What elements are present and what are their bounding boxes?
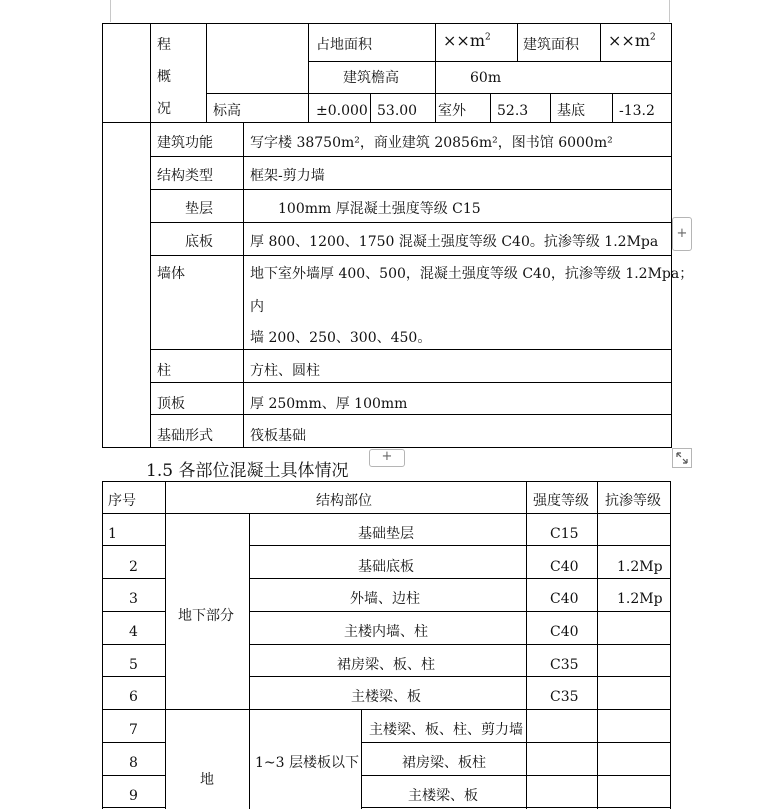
struct-value-cushion: 100mm 厚混凝土强度等级 C15 (278, 201, 481, 217)
base-value: -13.2 (619, 103, 655, 119)
row-part: 裙房梁、板、柱 (337, 657, 435, 673)
side-char-2: 概 (157, 69, 171, 85)
outdoor-value: 52.3 (497, 103, 529, 119)
struct-label-foundation: 基础形式 (157, 428, 213, 444)
struct-label-function: 建筑功能 (157, 135, 213, 151)
row-no: 4 (129, 624, 138, 640)
struct-label-roof-slab: 顶板 (157, 396, 185, 412)
elev-zero: ±0.000 (316, 103, 368, 119)
struct-value-column: 方柱、圆柱 (250, 363, 320, 379)
row-no: 8 (129, 755, 138, 771)
row-part: 主楼内墙、柱 (344, 624, 428, 640)
header-seep: 抗渗等级 (605, 493, 661, 509)
margin-guide-left (110, 0, 111, 22)
row-no: 7 (129, 722, 138, 738)
struct-label-column: 柱 (157, 363, 171, 379)
build-area-label: 建筑面积 (523, 37, 579, 53)
row-grade: C40 (550, 591, 579, 607)
row-no: 2 (129, 559, 138, 575)
row-seep: 1.2Mp (617, 559, 663, 575)
row-part: 主楼梁、板 (351, 689, 421, 705)
header-part: 结构部位 (316, 493, 372, 509)
struct-label-wall: 墙体 (157, 266, 185, 282)
struct-value-function: 写字楼 38750m²，商业建筑 20856m²，图书馆 6000m² (250, 135, 613, 151)
eave-height-value: 60m (470, 70, 502, 86)
row-part: 裙房梁、板柱 (402, 755, 486, 771)
side-char-3: 况 (157, 101, 171, 117)
row-part: 外墙、边柱 (350, 591, 420, 607)
outdoor-label: 室外 (438, 103, 466, 119)
section-heading: 1.5 各部位混凝土具体情况 (146, 461, 349, 481)
group-above-char: 地 (200, 772, 214, 788)
margin-guide-right (669, 0, 670, 22)
group-floor-range: 1~3 层楼板以下 (255, 755, 359, 771)
row-no: 6 (129, 689, 138, 705)
add-row-button[interactable]: + (369, 449, 405, 467)
struct-label-type: 结构类型 (157, 168, 213, 184)
row-grade: C40 (550, 559, 579, 575)
row-part: 基础垫层 (358, 526, 414, 542)
header-grade: 强度等级 (533, 493, 589, 509)
row-grade: C15 (550, 526, 579, 542)
table-resize-handle[interactable] (672, 448, 692, 468)
row-no: 3 (129, 591, 138, 607)
struct-label-bottom-slab: 底板 (185, 234, 213, 250)
struct-value-wall-line2: 内 (250, 299, 264, 315)
build-area-value: $\times\times m^2$ (608, 31, 656, 50)
row-grade: C35 (550, 657, 579, 673)
header-no: 序号 (108, 493, 136, 509)
row-grade: C40 (550, 624, 579, 640)
struct-value-type: 框架-剪力墙 (250, 168, 325, 184)
group-underground: 地下部分 (178, 608, 234, 624)
row-part: 基础底板 (358, 559, 414, 575)
struct-value-foundation: 筏板基础 (250, 428, 306, 444)
struct-value-roof-slab: 厚 250mm、厚 100mm (250, 396, 408, 412)
elev-zero-value: 53.00 (377, 103, 418, 119)
add-column-button[interactable]: + (672, 217, 692, 251)
row-seep: 1.2Mp (617, 591, 663, 607)
resize-icon (675, 451, 689, 465)
elev-label: 标高 (213, 103, 241, 119)
struct-value-bottom-slab: 厚 800、1200、1750 混凝土强度等级 C40。抗渗等级 1.2Mpa (250, 234, 659, 250)
row-part: 主楼梁、板、柱、剪力墙 (369, 722, 523, 738)
land-area-value: $\times\times m^2$ (443, 31, 491, 50)
land-area-label: 占地面积 (316, 37, 372, 53)
row-no: 5 (129, 657, 138, 673)
row-part: 主楼梁、板 (408, 788, 478, 804)
side-char-1: 程 (157, 37, 171, 53)
base-label: 基底 (557, 103, 585, 119)
row-grade: C35 (550, 689, 579, 705)
struct-label-cushion: 垫层 (185, 201, 213, 217)
row-no: 9 (129, 788, 138, 804)
eave-height-label: 建筑檐高 (343, 70, 399, 86)
struct-value-wall-line1: 地下室外墙厚 400、500，混凝土强度等级 C40，抗渗等级 1.2Mpa； (250, 266, 694, 282)
struct-value-wall-line3: 墙 200、250、300、450。 (250, 330, 432, 346)
row-no: 1 (108, 526, 117, 542)
